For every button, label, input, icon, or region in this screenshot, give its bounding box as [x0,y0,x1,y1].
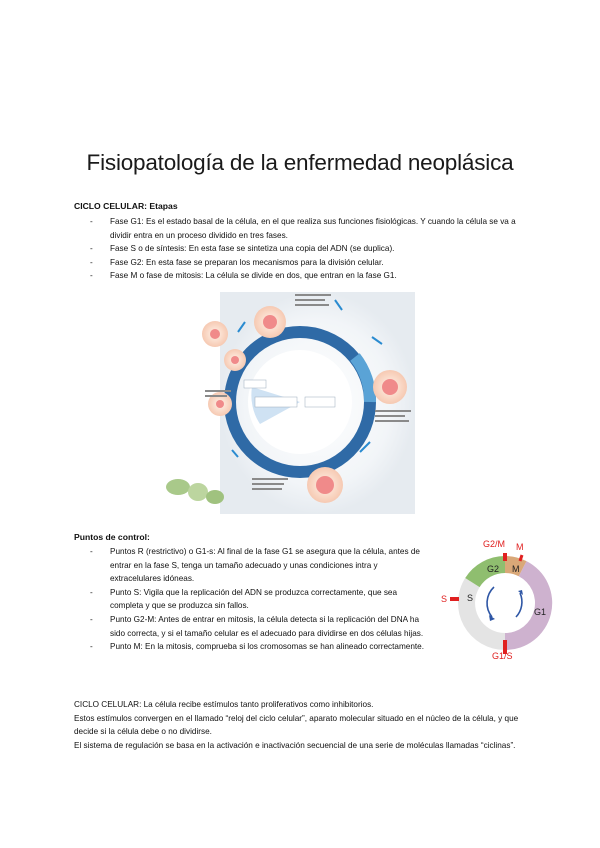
paragraph: CICLO CELULAR: La célula recibe estímulos tanto proliferativos como inhibitorios. [74,700,374,709]
paragraph: El sistema de regulación se basa en la activación e inactivación secuencial de una serie de moléculas llamadas “ciclinas”. [74,740,516,750]
control-points-list [90,545,426,654]
g1-label: G1 [534,607,547,617]
g2m-checkpoint-marker [503,553,507,561]
cycle-arrow-icon [516,593,522,617]
g1s-label: G1/S [492,651,513,660]
list-item: - Punto S: Vigila que la replicación del ADN se produzca correctamente, que sea completa y que se produzca sin fallos. [90,586,426,613]
s-checkpoint-marker [450,597,459,601]
cycle-paragraphs [74,698,544,752]
list-item: - Fase M o fase de mitosis: La célula se divide en dos, que entran en la fase G1. [90,269,532,283]
g2m-label: G2/M [483,539,506,549]
s-checkpoint-label: S [441,594,448,604]
s-segment [458,578,505,650]
g2-label: G2 [487,564,500,574]
cycle-arrow-icon [487,587,494,617]
list-item: - Fase G2: En esta fase se preparan los mecanismos para la división celular. [90,256,532,270]
cell-cycle-illustration [160,292,415,514]
cell-cycle-diagram [440,535,560,660]
list-item: - Puntos R (restrictivo) o G1-s: Al final de la fase G1 se asegura que la célula, antes de entrar en la fase S, tenga un tamaño adecuado y unas condiciones intra y extracelulares idóneas. [90,545,426,586]
list-item: - Fase G1: Es el estado basal de la célula, en el que realiza sus funciones fisiológicas. Y cuando la célula se va a dividir entra en un proceso dividido en tres fases. [90,215,532,242]
m-label: M [512,564,520,574]
list-item: - Punto G2-M: Antes de entrar en mitosis, la célula detecta si la replicación del DNA ha sido correcta, y si el tamaño celular es el adecuado para dividirse en dos células hijas. [90,613,426,640]
list-item: - Punto M: En la mitosis, comprueba si los cromosomas se han alineado correctamente. [90,640,426,654]
page-title: Fisiopatología de la enfermedad neoplásica [86,150,514,175]
paragraph: Estos estímulos convergen en el llamado “reloj del ciclo celular”, aparato molecular situado en el núcleo de la célula, y que decide si la célula debe o no dividirse. [74,713,519,737]
g1-segment [505,561,552,650]
control-points-heading: Puntos de control: [74,532,150,542]
m-checkpoint-marker [520,555,522,561]
s-label: S [467,593,474,603]
list-item: - Fase S o de síntesis: En esta fase se sintetiza una copia del ADN (se duplica). [90,242,532,256]
m-top-label: M [516,542,524,552]
cycle-stages-list [90,215,532,283]
cycle-stages-heading: CICLO CELULAR: Etapas [74,201,178,211]
